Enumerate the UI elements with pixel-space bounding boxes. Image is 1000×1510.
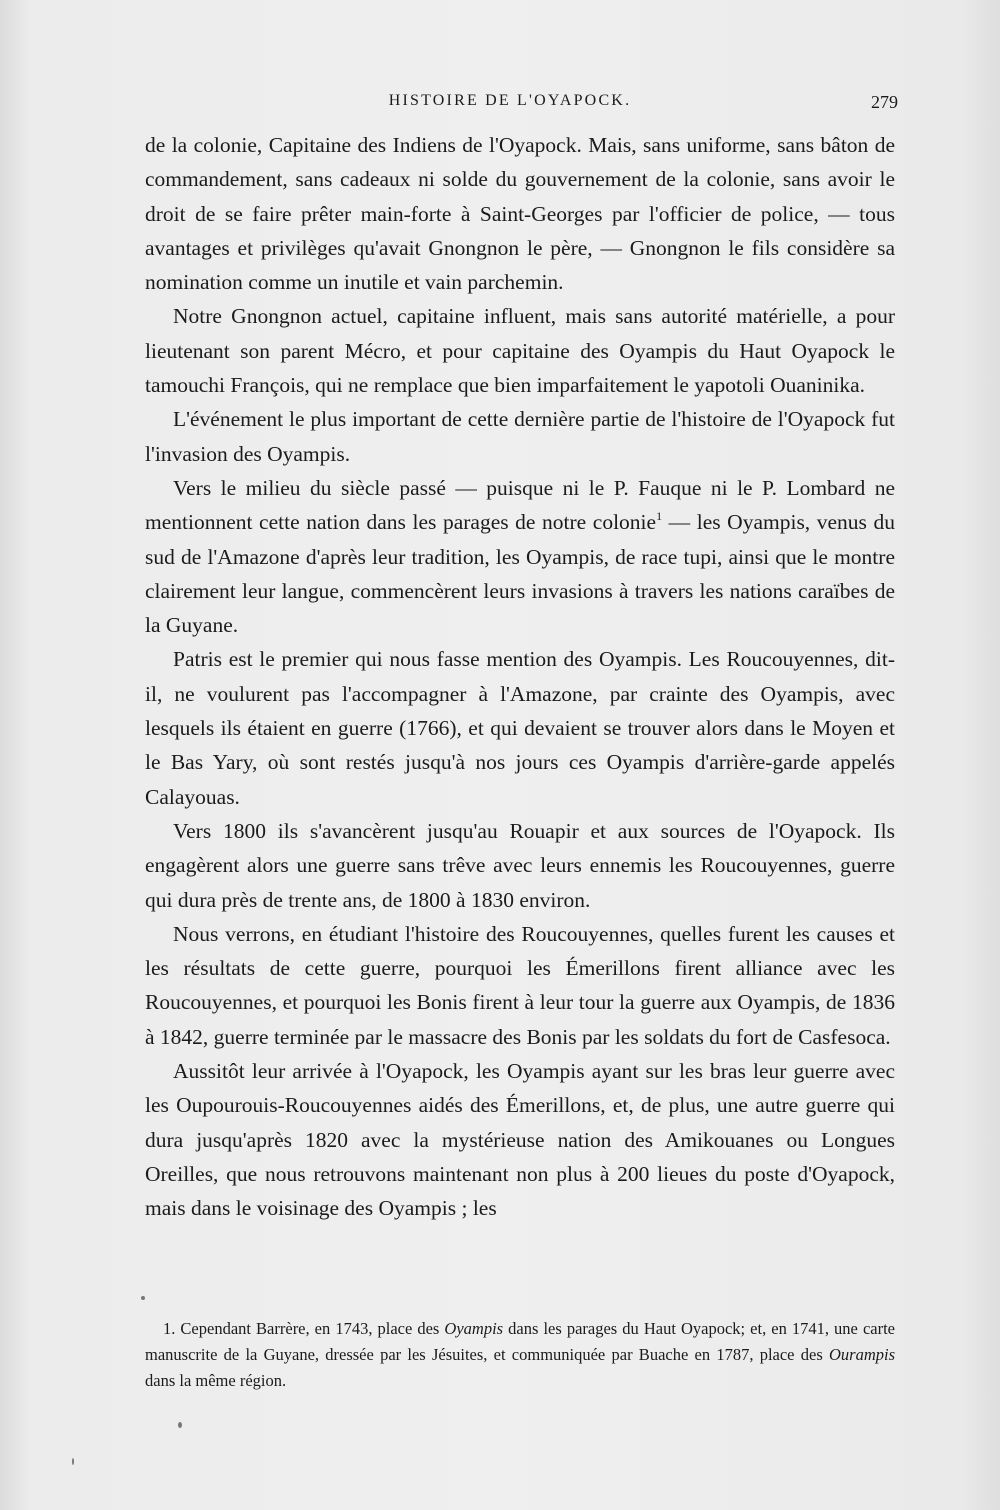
paragraph: Nous verrons, en étudiant l'histoire des Roucouyennes, quelles furent les causes et les résultats de cette guerre, pourquoi les Émerillons firent alliance avec les Roucouyennes, et pourquoi les Bonis firent à leur tour la guerre aux Oyampis, de 1836 à 1842, guerre terminée par le massacre des Bonis par les soldats du fort de Casfesoca. [145, 921, 895, 1049]
paper-speck [141, 1296, 145, 1300]
paper-speck [178, 1422, 182, 1428]
running-head [140, 92, 898, 116]
paragraph: Vers 1800 ils s'avancèrent jusqu'au Rouapir et aux sources de l'Oyapock. Ils engagèrent alors une guerre sans trêve avec leurs ennemis les Roucouyennes, guerre qui dura près de trente ans, de 1800 à 1830 environ. [145, 818, 895, 912]
running-title: HISTOIRE DE L'OYAPOCK. [388, 92, 632, 109]
footnote-italic: Oyampis [444, 1319, 504, 1338]
paragraph: Aussitôt leur arrivée à l'Oyapock, les Oyampis ayant sur les bras leur guerre avec les Oupourouis-Roucouyennes aidés des Émerillons, et, de plus, une autre guerre qui dura jusqu'après 1820 avec la mystérieuse nation des Amikouanes ou Longues Oreilles, que nous retrouvons maintenant non plus à 200 lieues du poste d'Oyapock, mais dans le voisinage des Oyampis ; les [145, 1059, 895, 1221]
footnote-italic: Ourampis [828, 1345, 895, 1364]
footnote-text: 1. Cependant Barrère, en 1743, place des [163, 1319, 445, 1338]
paragraph [145, 471, 895, 642]
footnote-marker: 1 [656, 509, 663, 524]
body-text [145, 128, 895, 1226]
footnote [145, 1316, 895, 1394]
footnote-text: dans les parages du Haut Oyapock; et, en 1741, une carte manuscrite de la Guyane, dressée par les Jésuites, et communiquée par Buache en 1787, place des [145, 1319, 895, 1364]
paragraph: Notre Gnongnon actuel, capitaine influent, mais sans autorité matérielle, a pour lieutenant son parent Mécro, et pour capitaine des Oyampis du Haut Oyapock le tamouchi François, qui ne remplace que bien imparfaitement le yapotoli Ouaninika. [145, 304, 895, 398]
paragraph-text: — les Oyampis, venus du sud de l'Amazone d'après leur tradition, les Oyampis, de race tupi, ainsi que le montre clairement leur langue, commencèrent leurs invasions à travers les nations caraïbes de la Guyane. [145, 510, 895, 638]
paragraph: Patris est le premier qui nous fasse mention des Oyampis. Les Roucouyennes, dit-il, ne voulurent pas l'accompagner à l'Amazone, par crainte des Oyampis, avec lesquels ils étaient en guerre (1766), et qui devaient se trouver alors dans le Moyen et le Bas Yary, où sont restés jusqu'à nos jours ces Oyampis d'arrière-garde appelés Calayouas. [145, 647, 895, 809]
paper-speck [72, 1458, 74, 1465]
paragraph-text: Vers le milieu du siècle passé — puisque ni le P. Fauque ni le P. Lombard ne mentionnent cette nation dans les parages de notre colonie [145, 475, 895, 535]
page-number: 279 [871, 92, 898, 112]
paragraph-continued: de la colonie, Capitaine des Indiens de l'Oyapock. Mais, sans uniforme, sans bâton de commandement, sans cadeaux ni solde du gouvernement de la colonie, sans avoir le droit de se faire prêter main-forte à Saint-Georges par l'officier de police, — tous avantages et privilèges qu'avait Gnongnon le père, — Gnongnon le fils considère sa nomination comme un inutile et vain parchemin. [145, 133, 895, 295]
paragraph: L'événement le plus important de cette dernière partie de l'histoire de l'Oyapock fut l'invasion des Oyampis. [145, 407, 895, 466]
footnote-text: dans la même région. [145, 1371, 287, 1390]
